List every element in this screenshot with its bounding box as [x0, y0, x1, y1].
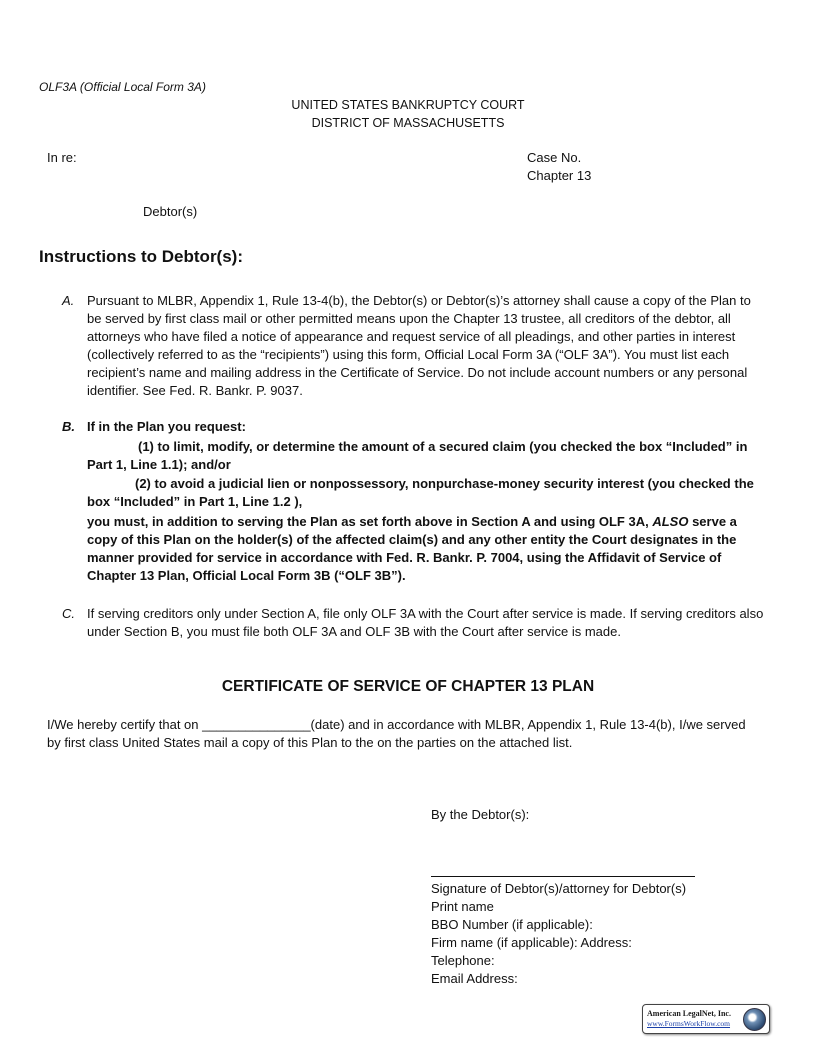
- in-re-label: In re:: [47, 150, 77, 165]
- instruction-b-body: [87, 513, 767, 585]
- instruction-b: [62, 418, 767, 585]
- instruction-b-letter: B.: [62, 419, 75, 434]
- instruction-b-body-part1: you must, in addition to serving the Plan as set forth above in Section A and using OLF 3A,: [87, 514, 653, 529]
- instructions-title: Instructions to Debtor(s):: [39, 247, 243, 266]
- instruction-a-text: Pursuant to MLBR, Appendix 1, Rule 13-4(b), the Debtor(s) or Debtor(s)’s attorney shall cause a copy of the Plan to be served by first class mail or other permitted means upon the Chapter 13 trustee, all creditors of the debtor, all attorneys who have filed a notice of appearance and request service of all pleadings, and other parties in interest (collectively referred to as the “recipients”) using this form, Official Local Form 3A (“OLF 3A”). You must list each recipient’s name and mailing address in the Certificate of Service. Do not include account numbers or any personal identifier. See Fed. R. Bankr. P. 9037.: [87, 293, 751, 398]
- instruction-b-body-also: ALSO: [652, 514, 689, 529]
- debtor-label: Debtor(s): [143, 204, 198, 219]
- instruction-b-heading: If in the Plan you request:: [87, 419, 246, 434]
- logo-url-link[interactable]: www.FormsWorkFlow.com: [647, 1019, 731, 1028]
- globe-icon: [743, 1008, 766, 1031]
- instruction-b-item1: (1) to limit, modify, or determine the amount of a secured claim (you checked the box “Included” in Part 1, Line 1.1); and/or: [87, 439, 748, 472]
- certificate-title: CERTIFICATE OF SERVICE OF CHAPTER 13 PLAN: [221, 678, 595, 695]
- case-block: [527, 149, 591, 185]
- logo-company-name: American LegalNet, Inc.: [647, 1009, 731, 1018]
- signature-line[interactable]: [431, 876, 695, 877]
- chapter-label: Chapter 13: [527, 168, 592, 183]
- signature-block: [431, 880, 686, 988]
- firm-address-label: Firm name (if applicable): Address:: [431, 935, 632, 950]
- instruction-c: [62, 605, 767, 641]
- print-name-label: Print name: [431, 899, 494, 914]
- instruction-b-item2: (2) to avoid a judicial lien or nonpossessory, nonpurchase-money security interest (you checked the box “Included” in Part 1, Line 1.2 ),: [87, 476, 754, 509]
- bbo-number-label: BBO Number (if applicable):: [431, 917, 593, 932]
- case-number-label: Case No.: [527, 150, 582, 165]
- by-debtor-label: By the Debtor(s):: [431, 807, 530, 822]
- signature-label: Signature of Debtor(s)/attorney for Debtor(s): [431, 881, 687, 896]
- telephone-label: Telephone:: [431, 953, 495, 968]
- instruction-a: [62, 292, 767, 400]
- certificate-text: I/We hereby certify that on _______________(date) and in accordance with MLBR, Appendix 1, Rule 13-4(b), I/we served by first class United States mail a copy of this Plan to the on the parties on the attached list.: [47, 717, 746, 750]
- instruction-b-body-part2: serve a copy of this Plan on the holder(s) of the affected claim(s) and any other entity the Court designates in the manner provided for service in accordance with Fed. R. Bankr. P. 7004, using the Affidavit of Service of Chapter 13 Plan, Official Local Form 3B (“OLF 3B”).: [87, 514, 737, 583]
- form-identifier: OLF3A (Official Local Form 3A): [39, 80, 206, 94]
- court-heading: [0, 96, 816, 132]
- email-label: Email Address:: [431, 971, 518, 986]
- legalnet-logo[interactable]: [642, 1004, 770, 1034]
- instruction-a-letter: A.: [62, 293, 75, 308]
- instruction-c-letter: C.: [62, 606, 75, 621]
- instruction-c-text: If serving creditors only under Section A, file only OLF 3A with the Court after service is made. If serving creditors also under Section B, you must file both OLF 3A and OLF 3B with the Court after service is made.: [87, 606, 764, 639]
- court-district: DISTRICT OF MASSACHUSETTS: [311, 116, 505, 130]
- court-name: UNITED STATES BANKRUPTCY COURT: [291, 98, 525, 112]
